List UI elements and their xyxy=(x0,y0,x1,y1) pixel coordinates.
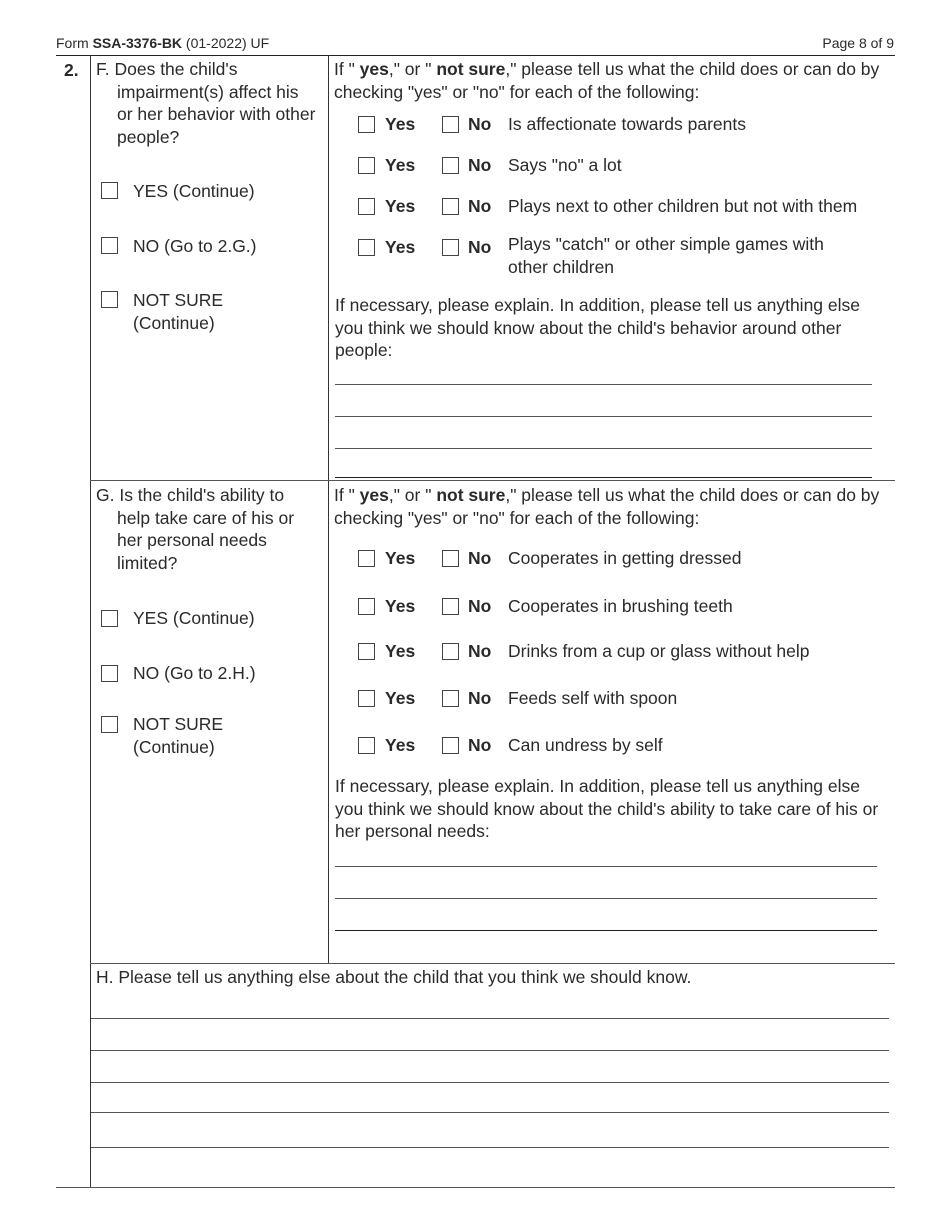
f-item-4-yes-checkbox[interactable] xyxy=(358,239,375,256)
question-f-text: F. Does the child's impairment(s) affect his or her behavior with other people? xyxy=(96,59,316,147)
g-item-4-yes-checkbox[interactable] xyxy=(358,690,375,707)
g-item-1-yes-checkbox[interactable] xyxy=(358,550,375,567)
g-item-2-no-checkbox[interactable] xyxy=(442,598,459,615)
g-item-1-no-label: No xyxy=(468,548,492,568)
f-item-2-no-checkbox[interactable] xyxy=(442,157,459,174)
f-item-4-no-checkbox[interactable] xyxy=(442,239,459,256)
f-answer-line[interactable] xyxy=(335,448,872,449)
question-f-explain-prompt: If necessary, please explain. In addition, please tell us anything else you think we should know about the child's behavior around other people: xyxy=(335,295,860,360)
f-item-1-no-label: No xyxy=(468,114,492,134)
question-f-instruction: If " yes," or " not sure," please tell us what the child does or can do by checking "yes" or "no" for each of the following: xyxy=(334,59,880,102)
f-answer-line[interactable] xyxy=(335,384,872,385)
h-answer-line[interactable] xyxy=(91,1018,889,1019)
g-item-3-no-label: No xyxy=(468,641,492,661)
top-rule xyxy=(56,55,895,56)
f-item-1-yes-checkbox[interactable] xyxy=(358,116,375,133)
g-answer-line[interactable] xyxy=(335,866,877,867)
question-f-yes-label: YES (Continue) xyxy=(133,181,255,201)
question-g-yes-label: YES (Continue) xyxy=(133,608,255,628)
g-item-4-yes-label: Yes xyxy=(385,688,416,708)
question-f-not-sure-label: NOT SURE (Continue) xyxy=(133,290,224,333)
f-answer-line[interactable] xyxy=(335,477,872,478)
h-answer-line[interactable] xyxy=(91,1050,889,1051)
g-item-4-text: Feeds self with spoon xyxy=(508,688,678,708)
question-g-instruction: If " yes," or " not sure," please tell us what the child does or can do by checking "yes" or "no" for each of the following: xyxy=(334,485,880,528)
g-item-1-no-checkbox[interactable] xyxy=(442,550,459,567)
f-item-3-no-label: No xyxy=(468,196,492,216)
g-item-2-no-label: No xyxy=(468,596,492,616)
h-answer-line[interactable] xyxy=(91,1112,889,1113)
section-gh-divider xyxy=(90,963,895,964)
f-item-3-yes-checkbox[interactable] xyxy=(358,198,375,215)
g-item-5-yes-label: Yes xyxy=(385,735,416,755)
f-item-2-text: Says "no" a lot xyxy=(508,155,622,175)
question-g-yes-checkbox[interactable] xyxy=(101,610,118,627)
question-f-yes-checkbox[interactable] xyxy=(101,182,118,199)
f-item-3-no-checkbox[interactable] xyxy=(442,198,459,215)
f-item-1-no-checkbox[interactable] xyxy=(442,116,459,133)
question-g-text: G. Is the child's ability to help take care of his or her personal needs limited? xyxy=(96,485,295,573)
f-item-2-yes-label: Yes xyxy=(385,155,416,175)
question-f-no-label: NO (Go to 2.G.) xyxy=(133,236,257,256)
g-answer-line[interactable] xyxy=(335,930,877,931)
question-g-no-checkbox[interactable] xyxy=(101,665,118,682)
g-item-1-text: Cooperates in getting dressed xyxy=(508,548,742,568)
g-item-2-yes-label: Yes xyxy=(385,596,416,616)
g-item-4-no-checkbox[interactable] xyxy=(442,690,459,707)
g-item-3-yes-checkbox[interactable] xyxy=(358,643,375,660)
g-item-2-text: Cooperates in brushing teeth xyxy=(508,596,733,616)
question-f-not-sure-checkbox[interactable] xyxy=(101,291,118,308)
question-f-no-checkbox[interactable] xyxy=(101,237,118,254)
f-answer-line[interactable] xyxy=(335,416,872,417)
bottom-rule xyxy=(56,1187,895,1188)
question-column-divider xyxy=(328,55,329,963)
section-number: 2. xyxy=(64,60,79,80)
g-item-3-yes-label: Yes xyxy=(385,641,416,661)
form-identifier: Form SSA-3376-BK (01-2022) UF xyxy=(56,35,270,51)
question-h-text: H. Please tell us anything else about the child that you think we should know. xyxy=(96,967,692,987)
f-item-2-yes-checkbox[interactable] xyxy=(358,157,375,174)
g-item-3-no-checkbox[interactable] xyxy=(442,643,459,660)
g-item-2-yes-checkbox[interactable] xyxy=(358,598,375,615)
f-item-4-no-label: No xyxy=(468,237,492,257)
question-g-no-label: NO (Go to 2.H.) xyxy=(133,663,256,683)
h-answer-line[interactable] xyxy=(91,1082,889,1083)
f-item-3-text: Plays next to other children but not with them xyxy=(508,196,858,216)
g-answer-line[interactable] xyxy=(335,898,877,899)
page-number: Page 8 of 9 xyxy=(822,35,894,51)
g-item-5-yes-checkbox[interactable] xyxy=(358,737,375,754)
g-item-3-text: Drinks from a cup or glass without help xyxy=(508,641,810,661)
g-item-5-no-label: No xyxy=(468,735,492,755)
g-item-4-no-label: No xyxy=(468,688,492,708)
g-item-1-yes-label: Yes xyxy=(385,548,416,568)
g-item-5-text: Can undress by self xyxy=(508,735,663,755)
f-item-1-yes-label: Yes xyxy=(385,114,416,134)
f-item-1-text: Is affectionate towards parents xyxy=(508,114,747,134)
f-item-4-yes-label: Yes xyxy=(385,237,416,257)
h-answer-line[interactable] xyxy=(91,1147,889,1148)
g-item-5-no-checkbox[interactable] xyxy=(442,737,459,754)
f-item-4-text: Plays "catch" or other simple games with other children xyxy=(508,234,824,277)
question-g-explain-prompt: If necessary, please explain. In addition, please tell us anything else you think we should know about the child's ability to take care of his or her personal needs: xyxy=(335,776,879,841)
question-g-not-sure-checkbox[interactable] xyxy=(101,716,118,733)
f-item-2-no-label: No xyxy=(468,155,492,175)
f-item-3-yes-label: Yes xyxy=(385,196,416,216)
section-fg-divider xyxy=(90,480,895,481)
question-g-not-sure-label: NOT SURE (Continue) xyxy=(133,714,224,757)
